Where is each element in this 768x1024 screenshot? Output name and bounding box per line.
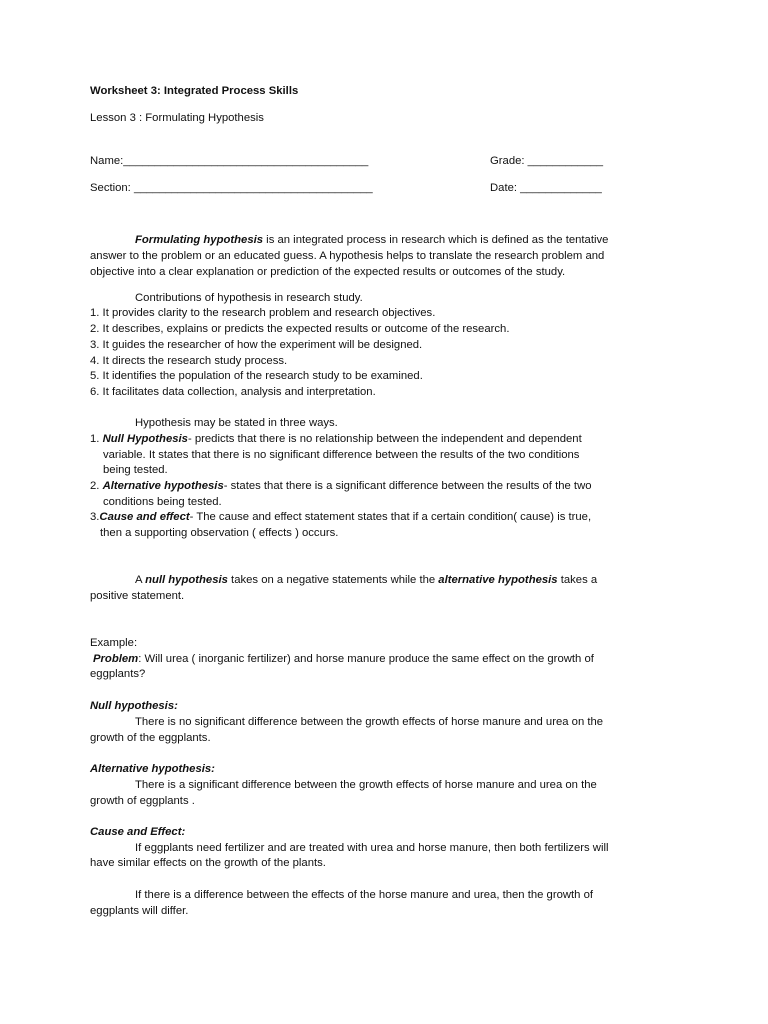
- null-hypothesis-item: [90, 432, 582, 448]
- grade-field[interactable]: Grade: ____________: [490, 155, 604, 167]
- worksheet-title: Worksheet 3: Integrated Process Skills: [90, 85, 299, 97]
- example-problem-line-1: [93, 652, 594, 668]
- example-problem-line-2: eggplants?: [90, 668, 146, 680]
- date-field[interactable]: Date: _____________: [490, 182, 602, 194]
- cause-effect-term: Cause and effect: [99, 511, 190, 523]
- cause-effect-example-2-line-1: If there is a difference between the effects of the horse manure and urea, then the growth of: [135, 889, 594, 901]
- contribution-item: 3. It guides the researcher of how the experiment will be designed.: [90, 339, 423, 351]
- problem-term: Problem: [93, 653, 139, 665]
- lesson-title: Lesson 3 : Formulating Hypothesis: [90, 112, 264, 124]
- contrast-text: takes on a negative statements while the: [227, 574, 439, 586]
- alternative-hypothesis-heading: Alternative hypothesis:: [90, 763, 215, 775]
- contribution-item: 5. It identifies the population of the research study to be examined.: [90, 370, 423, 382]
- alternative-hypothesis-line-2: conditions being tested.: [103, 496, 222, 508]
- cause-effect-example-2-line-2: eggplants will differ.: [90, 905, 189, 917]
- contrast-text: takes a: [557, 574, 598, 586]
- section-field[interactable]: Section: ______________________________________: [90, 182, 373, 194]
- cause-effect-example-1-line-1: If eggplants need fertilizer and are treated with urea and horse manure, then both fertilizers will: [135, 842, 609, 854]
- contrast-alt-term: alternative hypothesis: [438, 574, 558, 586]
- item-number: 3.: [90, 511, 100, 523]
- alternative-hypothesis-text: - states that there is a significant difference between the results of the two: [223, 480, 592, 492]
- name-field[interactable]: Name:_______________________________________: [90, 155, 369, 167]
- null-hypothesis-heading: Null hypothesis:: [90, 700, 178, 712]
- ways-heading: Hypothesis may be stated in three ways.: [135, 417, 338, 429]
- alternative-hypothesis-example-line-2: growth of eggplants .: [90, 795, 195, 807]
- contribution-item: 2. It describes, explains or predicts the expected results or outcome of the research.: [90, 323, 510, 335]
- cause-effect-text: - The cause and effect statement states that if a certain condition( cause) is true,: [189, 511, 592, 523]
- null-hypothesis-line-3: being tested.: [103, 464, 168, 476]
- null-hypothesis-example-line-1: There is no significant difference between the growth effects of horse manure and urea on the: [135, 716, 604, 728]
- alternative-hypothesis-example-line-1: There is a significant difference between the growth effects of horse manure and urea on the: [135, 779, 597, 791]
- item-number: 1.: [90, 433, 103, 445]
- contrast-line-1: [135, 573, 597, 589]
- contrast-null-term: null hypothesis: [145, 574, 228, 586]
- contribution-item: 4. It directs the research study process.: [90, 355, 288, 367]
- example-label: Example:: [90, 637, 138, 649]
- contributions-heading: Contributions of hypothesis in research study.: [135, 292, 363, 304]
- intro-term: Formulating hypothesis: [135, 234, 264, 246]
- cause-effect-heading: Cause and Effect:: [90, 826, 186, 838]
- alternative-hypothesis-item: [90, 479, 592, 495]
- contribution-item: 6. It facilitates data collection, analysis and interpretation.: [90, 386, 376, 398]
- cause-effect-item: [90, 510, 591, 526]
- item-number: 2.: [90, 480, 103, 492]
- contrast-text: A: [135, 574, 146, 586]
- intro-line-2: answer to the problem or an educated guess. A hypothesis helps to translate the research problem and: [90, 250, 605, 262]
- contribution-item: 1. It provides clarity to the research problem and research objectives.: [90, 307, 436, 319]
- null-hypothesis-example-line-2: growth of the eggplants.: [90, 732, 211, 744]
- intro-line-1: [135, 233, 608, 249]
- null-hypothesis-term: Null Hypothesis: [102, 433, 188, 445]
- null-hypothesis-line-2: variable. It states that there is no significant difference between the results of the two conditions: [103, 449, 580, 461]
- alternative-hypothesis-term: Alternative hypothesis: [102, 480, 224, 492]
- intro-line-3: objective into a clear explanation or prediction of the expected results or outcomes of the study.: [90, 266, 566, 278]
- contrast-line-2: positive statement.: [90, 590, 185, 602]
- null-hypothesis-text: - predicts that there is no relationship between the independent and dependent: [187, 433, 582, 445]
- cause-effect-example-1-line-2: have similar effects on the growth of the plants.: [90, 857, 326, 869]
- cause-effect-line-2: then a supporting observation ( effects ) occurs.: [100, 527, 339, 539]
- problem-text: : Will urea ( inorganic fertilizer) and horse manure produce the same effect on the growth of: [138, 653, 594, 665]
- intro-text: is an integrated process in research which is defined as the tentative: [263, 234, 609, 246]
